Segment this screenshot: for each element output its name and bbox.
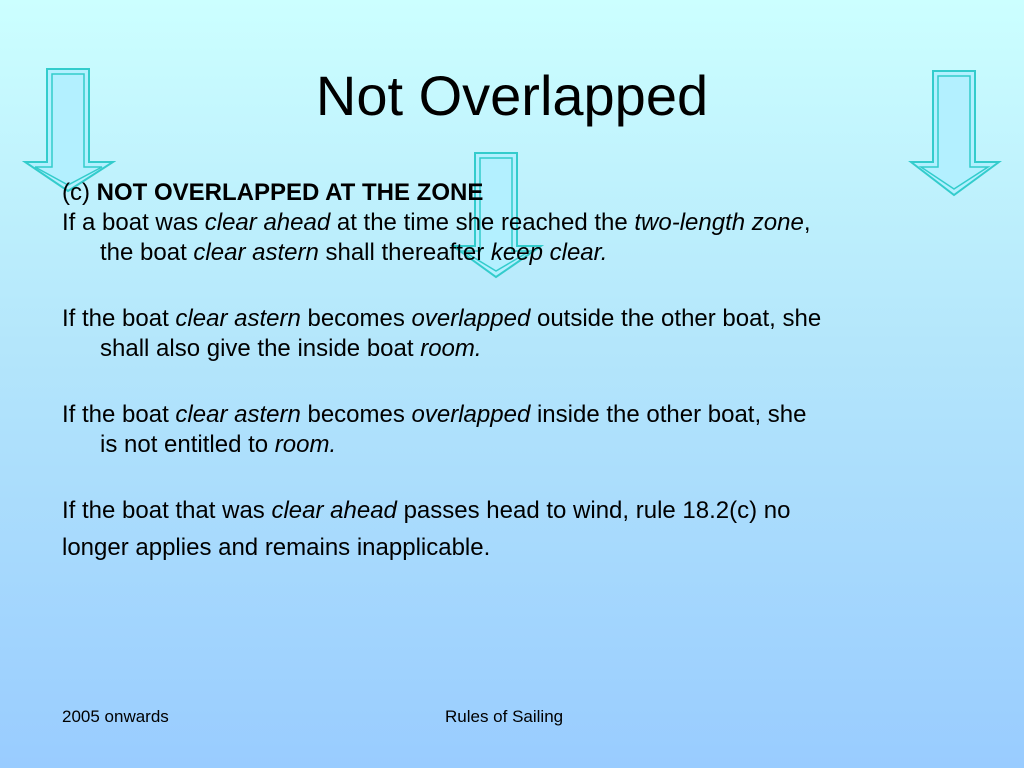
text: becomes xyxy=(300,305,412,332)
text: at the time she reached the xyxy=(330,209,635,236)
paragraph-spacer xyxy=(62,364,982,400)
text: shall thereafter xyxy=(318,239,491,266)
text: passes head to wind, rule 18.2(c) no xyxy=(396,497,791,524)
text: becomes xyxy=(300,401,412,428)
text: If the boat xyxy=(62,305,176,332)
slide-title: Not Overlapped xyxy=(315,64,709,127)
paragraph-4-line-2: longer applies and remains inapplicable. xyxy=(62,534,491,561)
term: two-length zone xyxy=(634,209,804,236)
paragraph-1-line-1 xyxy=(62,208,982,238)
rule-heading xyxy=(62,178,982,208)
paragraph-4-line-1 xyxy=(62,496,982,526)
paragraph-3-line-1 xyxy=(62,400,982,430)
term: clear astern xyxy=(175,305,301,332)
paragraph-spacer xyxy=(62,460,982,496)
line-spacer xyxy=(62,526,982,533)
slide-body xyxy=(62,178,982,563)
rule-heading-prefix: (c) xyxy=(62,179,97,206)
paragraph-1-line-2 xyxy=(62,238,982,268)
text: shall also give the inside boat xyxy=(100,335,421,362)
rule-heading-label: NOT OVERLAPPED AT THE ZONE xyxy=(96,179,484,206)
text: , xyxy=(803,209,811,236)
text: the boat xyxy=(100,239,194,266)
term: clear ahead xyxy=(204,209,331,236)
term: overlapped xyxy=(411,401,531,428)
text: inside the other boat, she xyxy=(530,401,807,428)
paragraph-2-line-1 xyxy=(62,304,982,334)
paragraph-3-line-2 xyxy=(62,430,982,460)
text: If the boat xyxy=(62,401,176,428)
footer-center: Rules of Sailing xyxy=(445,707,564,726)
term: keep clear. xyxy=(490,239,608,266)
term: room. xyxy=(274,431,337,458)
text: is not entitled to xyxy=(100,431,275,458)
term: clear astern xyxy=(175,401,301,428)
paragraph-spacer xyxy=(62,268,982,304)
term: overlapped xyxy=(411,305,531,332)
footer-left: 2005 onwards xyxy=(62,707,169,726)
paragraph-2-line-2 xyxy=(62,334,982,364)
term: clear ahead xyxy=(271,497,397,524)
term: room. xyxy=(420,335,482,362)
term: clear astern xyxy=(193,239,319,266)
text: If the boat that was xyxy=(62,497,272,524)
text: If a boat was xyxy=(62,209,205,236)
text: outside the other boat, she xyxy=(530,305,822,332)
